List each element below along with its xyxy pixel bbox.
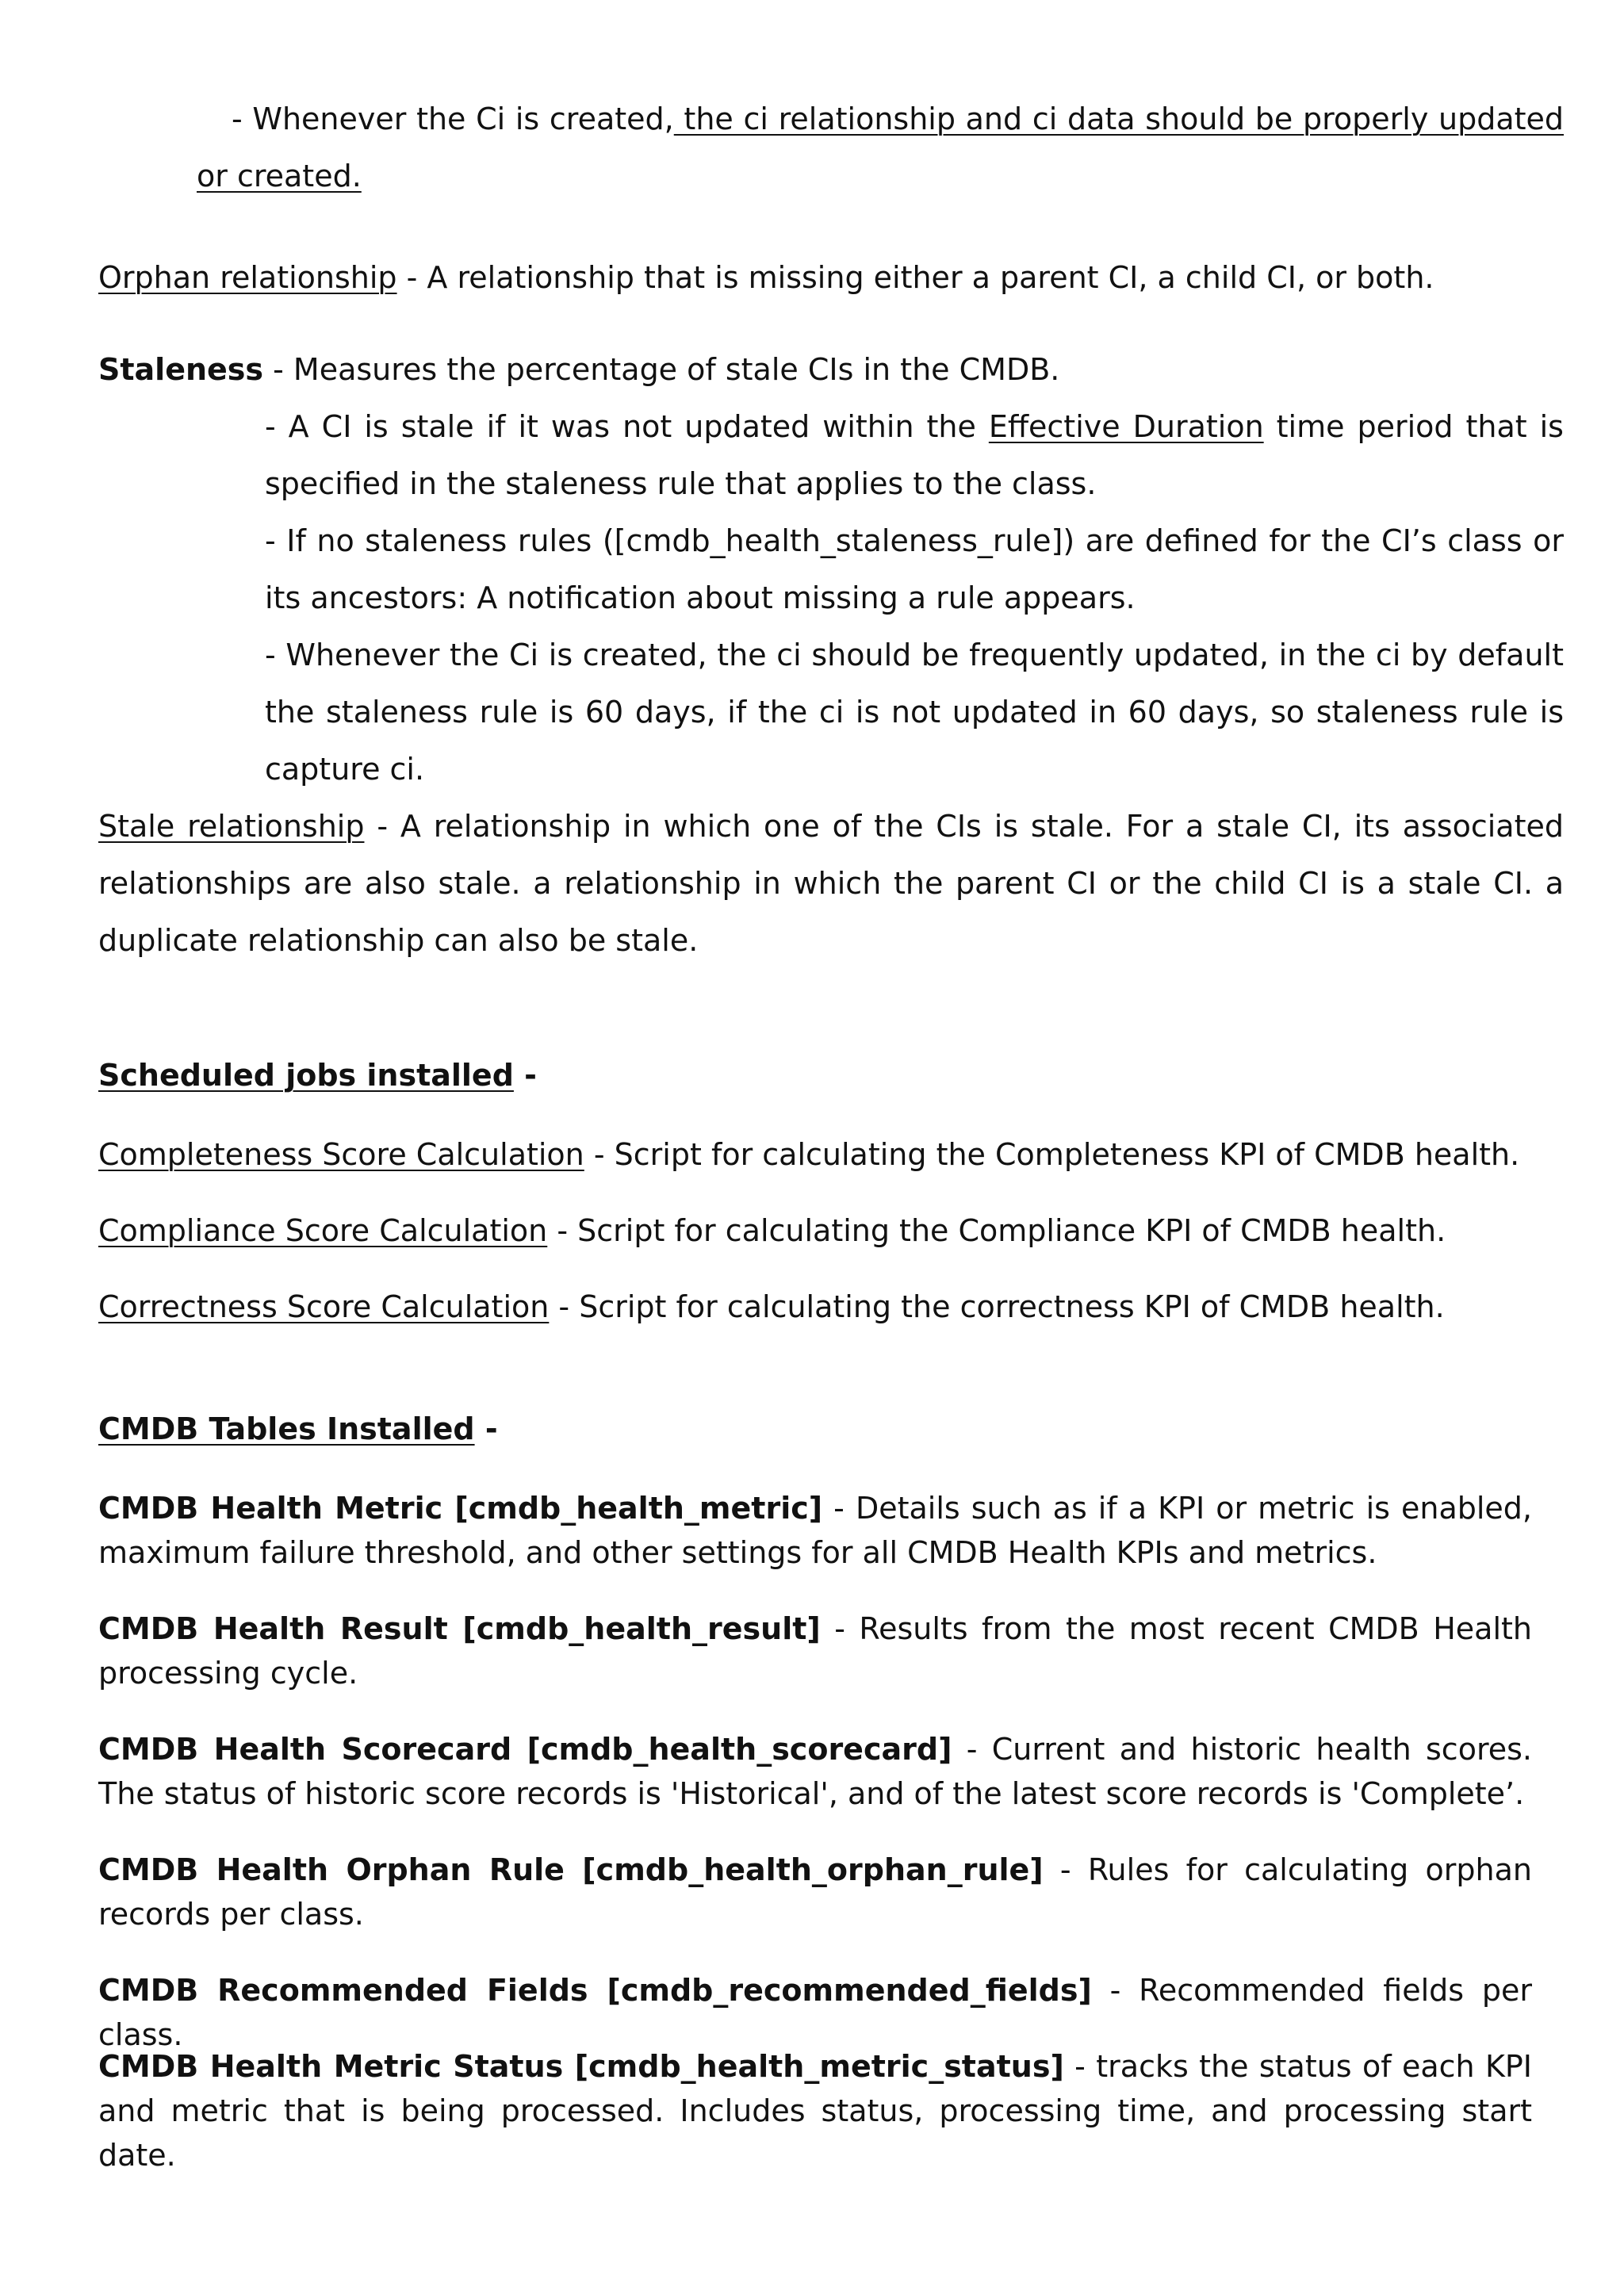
- orphan-relationship-paragraph: [98, 249, 1564, 306]
- cmdb-table-name: CMDB Health Orphan Rule [cmdb_health_orphan_rule]: [98, 1852, 1044, 1887]
- staleness-bullet-1-prefix: - A CI is stale if it was not updated within the: [265, 409, 989, 444]
- cmdb-table-desc: - Rules for calculating orphan records per class.: [98, 1852, 1532, 1932]
- cmdb-table-item: [98, 1486, 1532, 1575]
- staleness-term: Staleness: [98, 352, 264, 387]
- staleness-paragraph: [98, 341, 1564, 398]
- scheduled-jobs-heading-suffix: -: [513, 1058, 537, 1093]
- cmdb-table-desc: - Details such as if a KPI or metric is enabled, maximum failure threshold, and other settings for all CMDB Health KPIs and metrics.: [98, 1491, 1532, 1570]
- intro-underlined: the ci relationship and ci data should be properly updated or created.: [197, 101, 1565, 193]
- orphan-relationship-term: Orphan relationship: [98, 260, 397, 295]
- cmdb-table-name: CMDB Health Metric Status [cmdb_health_metric_status]: [98, 2049, 1064, 2084]
- scheduled-jobs-heading: [98, 1047, 1564, 1104]
- cmdb-table-item: [98, 2044, 1532, 2177]
- scheduled-job-desc: - Script for calculating the correctness KPI of CMDB health.: [549, 1289, 1445, 1324]
- cmdb-table-desc: - tracks the status of each KPI and metric that is being processed. Includes status, processing time, and processing start date.: [98, 2049, 1532, 2173]
- scheduled-job-item: [98, 1126, 1564, 1183]
- staleness-bullet-2: [265, 512, 1564, 626]
- cmdb-table-item: [98, 1848, 1532, 1936]
- scheduled-job-desc: - Script for calculating the Compliance KPI of CMDB health.: [547, 1213, 1446, 1248]
- cmdb-tables-heading: [98, 1400, 1564, 1457]
- cmdb-table-desc: - Recommended fields per class.: [98, 1973, 1532, 2052]
- cmdb-tables-heading-suffix: -: [474, 1411, 498, 1446]
- orphan-relationship-definition: - A relationship that is missing either a parent CI, a child CI, or both.: [396, 260, 1434, 295]
- staleness-bullet-1: [265, 398, 1564, 512]
- cmdb-table-desc: - Results from the most recent CMDB Health processing cycle.: [98, 1611, 1532, 1691]
- cmdb-table-name: CMDB Recommended Fields [cmdb_recommended_fields]: [98, 1973, 1092, 2008]
- cmdb-table-item: [98, 1727, 1532, 1816]
- scheduled-job-name: Completeness Score Calculation: [98, 1137, 584, 1172]
- scheduled-job-name: Correctness Score Calculation: [98, 1289, 550, 1324]
- staleness-bullet-3: [265, 626, 1564, 798]
- staleness-bullet-1-suffix: time period that is specified in the staleness rule that applies to the class.: [265, 409, 1564, 501]
- cmdb-table-name: CMDB Health Result [cmdb_health_result]: [98, 1611, 821, 1646]
- staleness-definition: - Measures the percentage of stale CIs in the CMDB.: [263, 352, 1060, 387]
- stale-relationship-term: Stale relationship: [98, 809, 365, 844]
- scheduled-job-desc: - Script for calculating the Completeness KPI of CMDB health.: [584, 1137, 1520, 1172]
- effective-duration-link: Effective Duration: [988, 409, 1264, 444]
- stale-relationship-definition: - A relationship in which one of the CIs is stale. For a stale CI, its associated relationships are also stale. a relationship in which the parent CI or the child CI is a stale CI. a duplicate relationship can also be stale.: [98, 809, 1564, 958]
- staleness-bullet-2-text: - If no staleness rules ([cmdb_health_staleness_rule]) are defined for the CI’s class or its ancestors: A notification about missing a rule appears.: [265, 523, 1564, 615]
- stale-relationship-paragraph: [98, 798, 1564, 969]
- staleness-bullet-3-text: - Whenever the Ci is created, the ci should be frequently updated, in the ci by default the staleness rule is 60 days, if the ci is not updated in 60 days, so staleness rule is capture ci.: [265, 638, 1564, 787]
- cmdb-table-item: [98, 1607, 1532, 1695]
- scheduled-job-name: Compliance Score Calculation: [98, 1213, 548, 1248]
- intro-paragraph: [197, 90, 1564, 205]
- cmdb-table-desc: - Current and historic health scores. The status of historic score records is 'Historical', and of the latest score records is 'Complete’.: [98, 1732, 1532, 1811]
- cmdb-table-name: CMDB Health Scorecard [cmdb_health_scorecard]: [98, 1732, 952, 1767]
- scheduled-job-item: [98, 1278, 1564, 1335]
- cmdb-tables-heading-text: CMDB Tables Installed: [98, 1411, 475, 1446]
- intro-prefix: - Whenever the Ci is created,: [232, 101, 674, 136]
- scheduled-job-item: [98, 1202, 1564, 1259]
- scheduled-jobs-heading-text: Scheduled jobs installed: [98, 1058, 514, 1093]
- cmdb-table-name: CMDB Health Metric [cmdb_health_metric]: [98, 1491, 823, 1526]
